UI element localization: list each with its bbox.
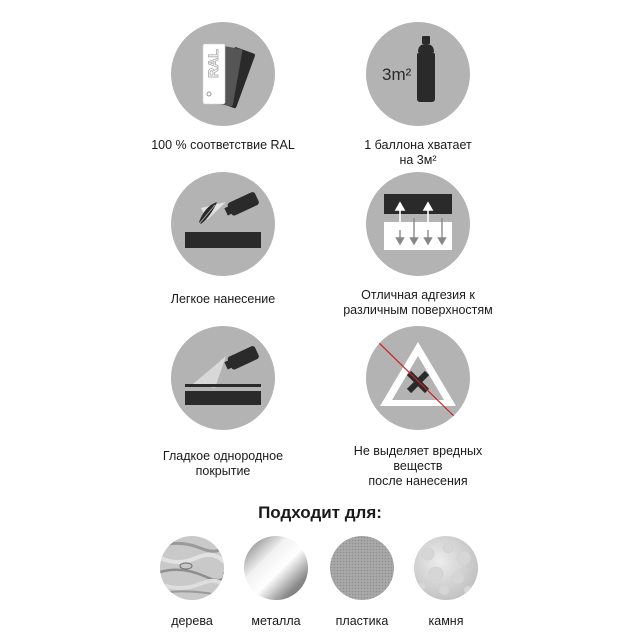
stone-texture xyxy=(414,536,478,600)
surface-label: пластика xyxy=(335,614,389,628)
caption-line: покрытие xyxy=(195,464,251,478)
caption-line: 1 баллона хватает xyxy=(364,138,472,152)
feature-caption xyxy=(113,449,333,479)
feature-circle xyxy=(366,172,470,276)
plastic-texture xyxy=(330,536,394,600)
no-hazard-icon xyxy=(366,326,470,430)
feature-caption xyxy=(308,138,528,168)
caption-line: на 3м² xyxy=(399,153,437,167)
caption-line: Не выделяет вредных xyxy=(353,444,483,458)
caption-line: Отличная адгезия к xyxy=(361,288,475,302)
spray-can-icon xyxy=(366,22,470,126)
surface-label: металла xyxy=(251,614,301,628)
feature-safe xyxy=(308,326,528,489)
caption-line: Гладкое однородное xyxy=(162,449,284,463)
adhesion-icon xyxy=(366,172,470,276)
ral-badge-text: RAL xyxy=(205,49,221,78)
surface-stone xyxy=(396,536,496,628)
feature-caption xyxy=(113,292,333,307)
feature-smooth xyxy=(113,326,333,479)
caption-line: 100 % соответствие RAL xyxy=(151,138,295,152)
feature-caption xyxy=(308,444,528,489)
wood-texture xyxy=(160,536,224,600)
feature-circle xyxy=(171,172,275,276)
feature-caption xyxy=(113,138,333,153)
easy-spray-icon xyxy=(171,172,275,276)
feature-ral xyxy=(113,22,333,153)
feature-adhesion xyxy=(308,172,528,318)
metal-texture xyxy=(244,536,308,600)
caption-line: Легкое нанесение xyxy=(170,292,276,306)
feature-circle xyxy=(366,22,470,126)
smooth-coat-icon xyxy=(171,326,275,430)
feature-circle xyxy=(171,22,275,126)
surface-label: камня xyxy=(428,614,464,628)
feature-circle xyxy=(171,326,275,430)
ral-swatch-icon xyxy=(171,22,275,126)
caption-line: веществ xyxy=(393,459,443,473)
suits-title: Подходит для: xyxy=(258,503,382,522)
caption-line: после нанесения xyxy=(368,474,468,488)
feature-coverage xyxy=(308,22,528,168)
feature-caption xyxy=(308,288,528,318)
surface-metal xyxy=(226,536,326,628)
caption-line: различным поверхностям xyxy=(343,303,493,317)
coverage-amount: 3m² xyxy=(382,65,412,84)
surface-label: дерева xyxy=(171,614,213,628)
feature-easy xyxy=(113,172,333,307)
feature-circle xyxy=(366,326,470,430)
